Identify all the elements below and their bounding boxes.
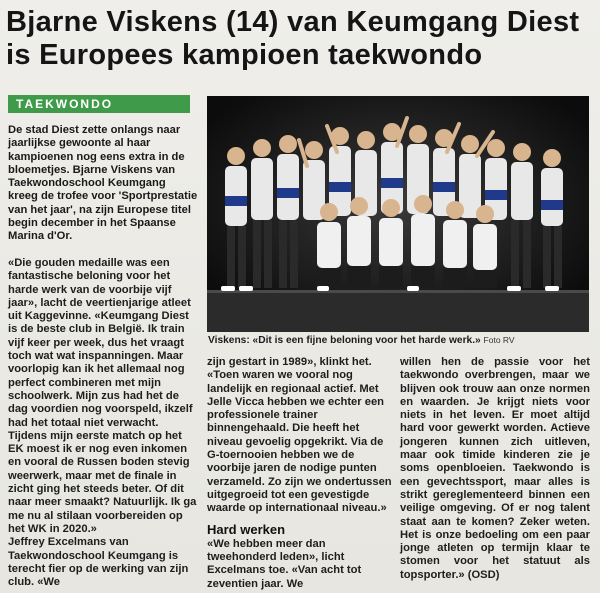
team-photo-illustration — [207, 96, 589, 332]
article-intro: De stad Diest zette onlangs naar jaarlijkse gewoonte al haar kampioenen nog eens extra in de bloemetjes. Bjarne Viskens van Taekwondoschool Keumgang kreeg de trofee voor 'Sportprestatie van het jaar', na zijn Europese titel begin december in het Spaanse Marina d'Or. — [8, 124, 198, 243]
article-column-2 — [207, 356, 393, 591]
column-2-paragraph-1: zijn gestart in 1989», klinkt het. «Toen waren we vooral nog landelijk en regionaal actief. Met Jelle Vicca hebben we echter een professionele trainer binnengehaald. Die heeft het niveau gevoelig opgekrikt. Via de G-toernooien hebben we de voorbije jaren de nodige punten verzameld. Zo zijn we ondertussen uitgegroeid tot een gevestigde waarde op internationaal niveau.» — [207, 356, 392, 515]
headline-line-2: is Europees kampioen taekwondo — [6, 39, 483, 71]
article-headline — [6, 6, 596, 72]
subheading: Hard werken — [207, 521, 286, 537]
headline-line-1: Bjarne Viskens (14) van Keumgang Diest — [6, 6, 580, 38]
caption-text: Viskens: «Dit is een fijne beloning voor het harde werk.» — [208, 335, 481, 346]
column-2-paragraph-2: «We hebben meer dan tweehonderd leden», licht Excelmans toe. «Van acht tot zeventien jaar. We — [207, 537, 362, 590]
photo-caption — [208, 334, 593, 347]
article-column-3 — [400, 356, 590, 582]
article-column-1 — [8, 257, 198, 589]
team-photo — [207, 96, 589, 332]
column-1-paragraph-1: «Die gouden medaille was een fantastische beloning voor het harde werk van de voorbije vijf jaar», lacht de veertienjarige atleet uit Kaggevinne. «Keumgang Diest is de beste club in België. Ik train vijf keer per week, dus het vraagt toch wat wat inspanningen. Maar voorlopig kan ik het allemaal nog perfect combineren met mijn schoolwerk. Mijn zus had het de dag voordien nog voorspeld, ikzelf had het totaal niet verwacht. Tijdens mijn eerste match op het EK moest ik er nog even inkomen en vooral de Russen boden stevig weerwerk, maar met de finale in zicht ging het steeds beter. Of dit naar meer smaakt? Natuurlijk. Ik ga me nu al stilaan voorbereiden op het WK in 2020.» — [8, 257, 197, 535]
column-3-paragraph-1: willen hen de passie voor het taekwondo overbrengen, maar we blijven ook trouw aan onze normen en waarden. Je krijgt niets voor niets in het leven. Er moet altijd hard voor gewerkt worden. Actieve jongeren kunnen zich uitleven, maar ook timide kinderen zie je soms openbloeien. Taekwondo is een gevechtssport, maar alles is strikt gereglementeerd binnen een veilige omgeving. Of er nog talent staat aan te komen? Zeker weten. Het is onze bedoeling om een paar jonge atleten op termijn klaar te stomen voor het statuut als topsporter.» (OSD) — [400, 356, 590, 581]
photo-credit: Foto RV — [483, 335, 515, 345]
section-rubric: TAEKWONDO — [8, 95, 190, 113]
column-1-paragraph-2: Jeffrey Excelmans van Taekwondoschool Keumgang is terecht fier op de werking van zijn club. «We — [8, 536, 189, 589]
